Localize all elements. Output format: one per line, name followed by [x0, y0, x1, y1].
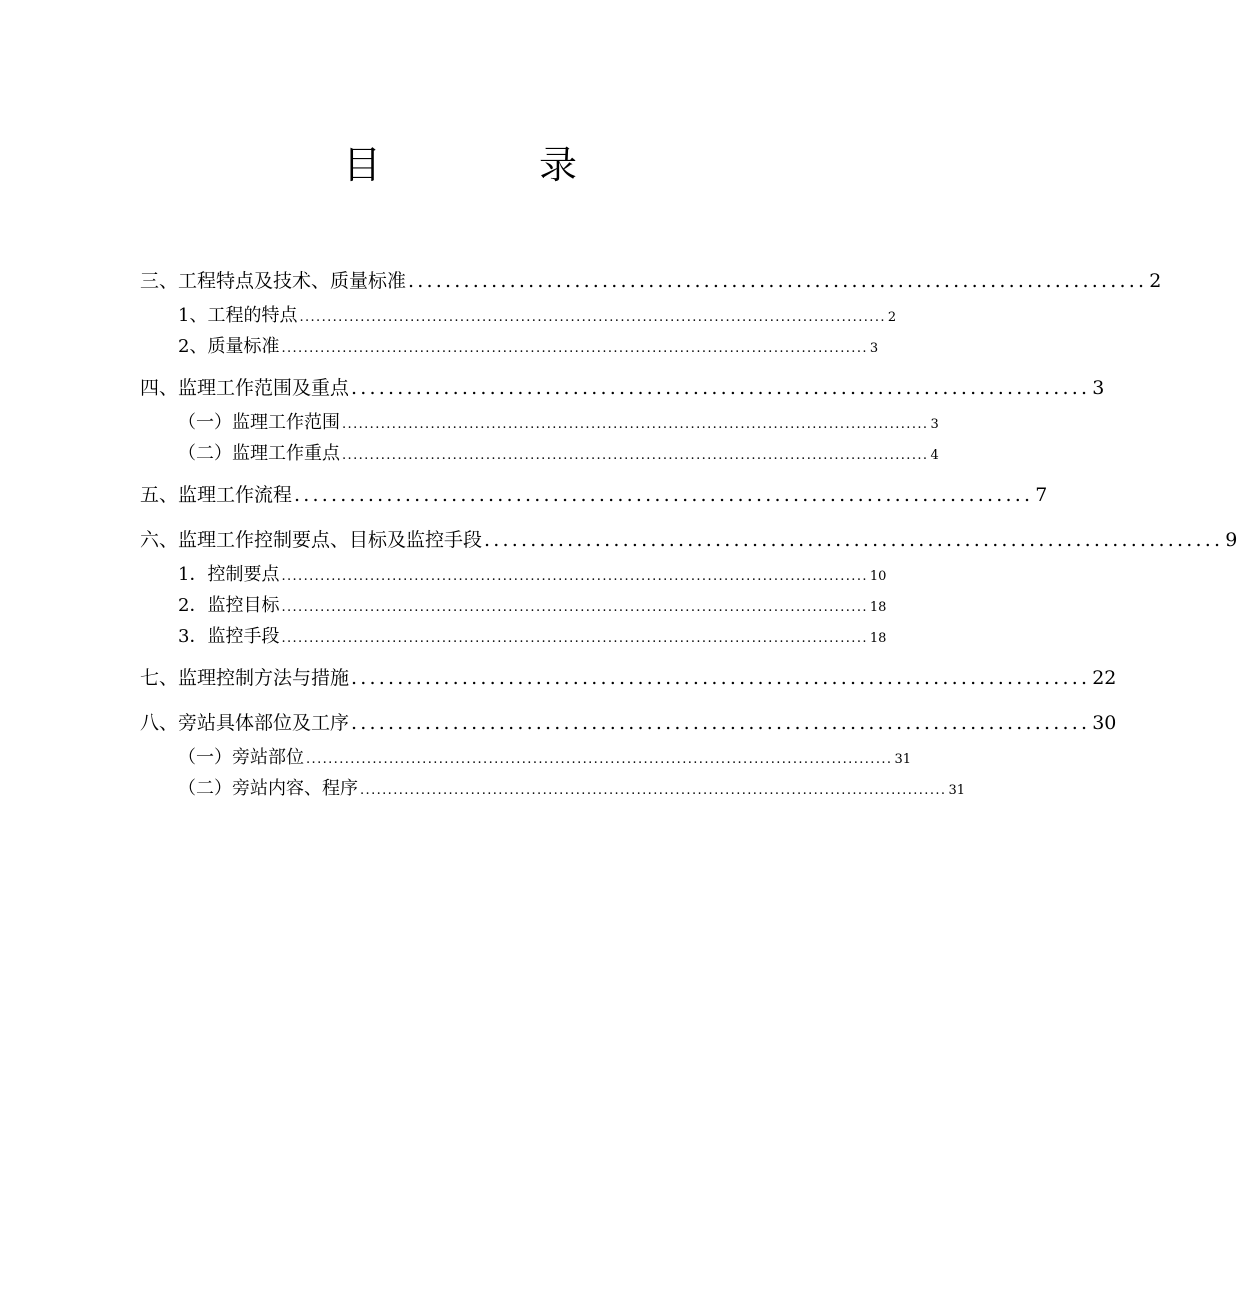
toc-leader-dots: ..........................................................................................................: [299, 310, 886, 325]
toc-entry[interactable]: [140, 621, 887, 652]
toc-entry-page: 3: [930, 417, 939, 432]
toc-leader-dots: ..........................................................................................................: [281, 569, 868, 584]
toc-leader-dots: ................................................................................: [351, 377, 1091, 399]
toc-leader-dots: ..........................................................................................................: [281, 631, 868, 646]
toc-leader-dots: ................................................................................: [408, 270, 1148, 292]
toc-leader-dots: ................................................................................: [294, 484, 1034, 506]
toc-leader-dots: ................................................................................: [484, 529, 1224, 551]
toc-entry[interactable]: [140, 521, 1237, 559]
toc-entry[interactable]: [140, 659, 1117, 697]
toc-entry-page: 31: [894, 752, 911, 767]
toc-entry[interactable]: [140, 407, 939, 438]
toc-entry-label: （一）监理工作范围: [178, 412, 340, 433]
toc-entry[interactable]: [140, 262, 1162, 300]
toc-entry-label: 六、监理工作控制要点、目标及监控手段: [140, 529, 483, 551]
toc-entry[interactable]: [140, 773, 965, 804]
toc-entry-page: 18: [869, 600, 887, 615]
toc-entry[interactable]: [140, 590, 887, 621]
toc-leader-dots: ..........................................................................................................: [281, 600, 868, 615]
toc-entry-page: 30: [1092, 712, 1117, 734]
toc-entry-page: 3: [1092, 377, 1105, 399]
toc-entry-page: 31: [948, 783, 965, 798]
toc-entry-label: （二）监理工作重点: [178, 443, 340, 464]
toc-leader-dots: ................................................................................: [351, 667, 1091, 689]
toc-entry[interactable]: [140, 438, 939, 469]
toc-leader-dots: ................................................................................: [351, 712, 1091, 734]
toc-entry-label: 七、监理控制方法与措施: [140, 667, 350, 689]
toc-entry-label: 1．控制要点: [178, 564, 280, 585]
toc-entry-label: 八、旁站具体部位及工序: [140, 712, 350, 734]
toc-entry-page: 7: [1035, 484, 1048, 506]
toc-entry-page: 10: [869, 569, 887, 584]
toc-entry[interactable]: [140, 742, 911, 773]
toc-entry[interactable]: [140, 476, 1048, 514]
toc-entry[interactable]: [140, 331, 879, 362]
toc-entry-label: 三、工程特点及技术、质量标准: [140, 270, 407, 292]
toc-title: 目 录: [342, 143, 637, 187]
toc-entry[interactable]: [140, 704, 1117, 742]
toc-entry-page: 4: [930, 448, 939, 463]
toc-leader-dots: ..........................................................................................................: [281, 341, 868, 356]
toc-leader-dots: ..........................................................................................................: [342, 417, 929, 432]
toc-entry-page: 3: [869, 341, 879, 356]
toc-entry-label: 3．监控手段: [178, 626, 280, 647]
toc-entry[interactable]: [140, 369, 1105, 407]
toc-leader-dots: ..........................................................................................................: [360, 783, 947, 798]
toc-leader-dots: ..........................................................................................................: [342, 448, 929, 463]
toc-entry-label: 1、工程的特点: [178, 305, 298, 326]
toc-entry-page: 18: [869, 631, 887, 646]
toc-entry-label: 2、质量标准: [178, 336, 280, 357]
toc-entry-page: 2: [1149, 270, 1162, 292]
toc-entry-page: 22: [1092, 667, 1117, 689]
toc-entry-label: 四、监理工作范围及重点: [140, 377, 350, 399]
toc-entry-label: 2．监控目标: [178, 595, 280, 616]
toc-entry-label: （一）旁站部位: [178, 747, 304, 768]
toc-entry-page: 9: [1225, 529, 1237, 551]
toc-entry-label: （二）旁站内容、程序: [178, 778, 358, 799]
toc-leader-dots: ..........................................................................................................: [306, 752, 893, 767]
toc-entry-label: 五、监理工作流程: [140, 484, 293, 506]
toc-entry-page: 2: [887, 310, 897, 325]
table-of-contents: [140, 262, 1237, 804]
toc-entry[interactable]: [140, 300, 897, 331]
toc-entry[interactable]: [140, 559, 887, 590]
